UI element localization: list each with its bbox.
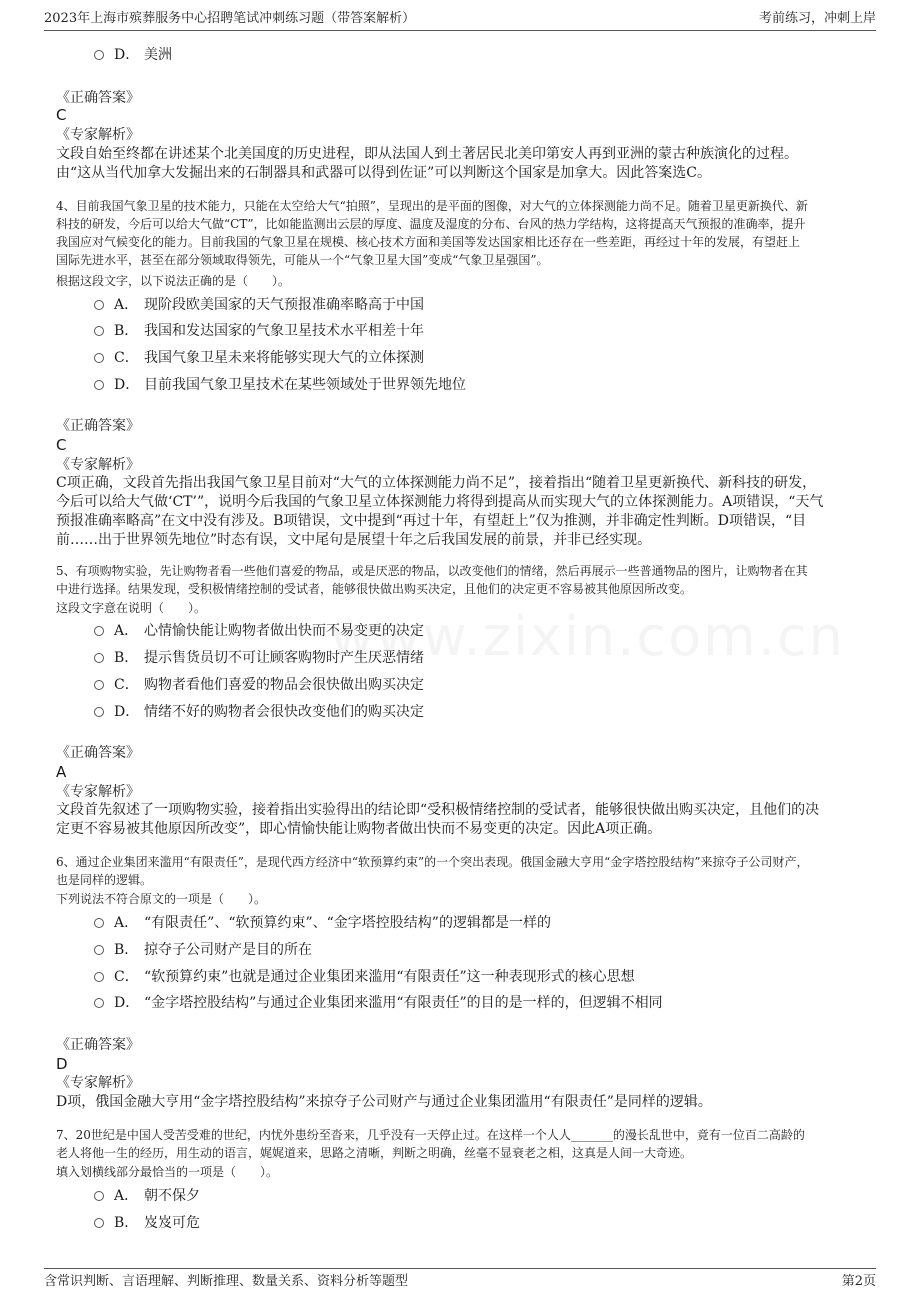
page-header [44, 8, 876, 31]
option-b[interactable] [94, 1212, 864, 1234]
stem-line: 7、20世纪是中国人受苦受难的世纪，内忧外患纷至沓来，几乎没有一天停止过。在这样一个人人_______的漫长乱世中，竟有一位百二高龄的 [56, 1128, 805, 1142]
option-d[interactable] [94, 992, 864, 1014]
option-text: 朝不保夕 [144, 1188, 200, 1204]
radio-button[interactable] [94, 326, 104, 336]
stem-line: 5、有项购物实验，先让购物者看一些他们喜爱的物品，或是厌恶的物品，以改变他们的情绪，然后再展示一些普通物品的图片，让购物者在其 [56, 564, 808, 578]
option-letter: C． [114, 677, 139, 693]
option-letter: B． [114, 942, 139, 958]
answer-value: C [56, 436, 67, 454]
option-d[interactable] [94, 701, 864, 723]
option-b[interactable] [94, 647, 864, 669]
radio-button[interactable] [94, 626, 104, 636]
document-title: 2023年上海市殡葬服务中心招聘笔试冲刺练习题（带答案解析） [44, 11, 416, 26]
answer-value: A [56, 763, 67, 781]
radio-button[interactable] [94, 353, 104, 363]
radio-button[interactable] [94, 680, 104, 690]
analysis-text [56, 145, 866, 183]
option-letter: B． [114, 1215, 139, 1231]
radio-button[interactable] [94, 918, 104, 928]
option-text: 心情愉快能让购物者做出快而不易变更的决定 [144, 623, 424, 639]
analysis-text [56, 1093, 866, 1112]
answer-value: D [56, 1055, 68, 1073]
question-6-stem [56, 853, 866, 889]
option-letter: A． [114, 297, 139, 313]
answer-label: 《正确答案》 [56, 418, 140, 434]
stem-line: 6、通过企业集团来滥用“有限责任”，是现代西方经济中“软预算约束”的一个突出表现。俄国金融大亨用“金字塔控股结构”来掠夺子公司财产， [56, 855, 809, 869]
analysis-label: 《专家解析》 [56, 127, 140, 143]
option-text: 目前我国气象卫星技术在某些领域处于世界领先地位 [144, 377, 466, 393]
option-a[interactable] [94, 294, 864, 316]
option-text: 掠夺子公司财产是目的所在 [144, 942, 312, 958]
option-b[interactable] [94, 939, 864, 961]
option-b[interactable] [94, 320, 864, 342]
option-text: 提示售货员切不可让顾客购物时产生厌恶情绪 [144, 650, 424, 666]
option-letter: C． [114, 969, 139, 985]
question-5-prompt: 这段文字意在说明（ ）。 [56, 601, 207, 615]
option-letter: D． [114, 704, 140, 720]
question-4-stem [56, 197, 866, 269]
option-a[interactable] [94, 912, 864, 934]
option-text: “软预算约束”也就是通过企业集团来滥用“有限责任”这一种表现形式的核心思想 [144, 969, 635, 985]
question-5-stem [56, 562, 866, 598]
option-letter: A． [114, 1188, 139, 1204]
option-letter: D． [114, 47, 140, 63]
option-letter: B． [114, 650, 139, 666]
option-letter: A． [114, 623, 139, 639]
option-letter: C． [114, 350, 139, 366]
stem-line: 国际先进水平，甚至在部分领域取得领先，可能从一个“气象卫星大国”变成“气象卫星强国”。 [56, 253, 549, 267]
option-c[interactable] [94, 674, 864, 696]
analysis-line: D项，俄国金融大亨用“金字塔控股结构”来掠夺子公司财产与通过企业集团滥用“有限责任”是同样的逻辑。 [56, 1094, 712, 1110]
option-d[interactable] [94, 44, 864, 66]
option-letter: D． [114, 995, 140, 1011]
analysis-line: C项正确，文段首先指出我国气象卫星目前对“大气的立体探测能力尚不足”，接着指出“随着卫星更新换代、新科技的研发， [56, 475, 817, 491]
page-footer [44, 1268, 876, 1291]
option-letter: B． [114, 323, 139, 339]
analysis-line: 定更不容易被其他原因所改变”，即心情愉快能让购物者做出快而不易变更的决定。因此A项正确。 [56, 821, 662, 837]
analysis-text [56, 474, 866, 550]
analysis-line: 文段首先叙述了一项购物实验，接着指出实验得出的结论即“受积极情绪控制的受试者，能够很快做出购买决定，且他们的决 [56, 802, 820, 818]
question-4-prompt: 根据这段文字，以下说法正确的是（ ）。 [56, 274, 291, 288]
stem-line: 我国应对气候变化的能力。目前我国的气象卫星在规模、核心技术方面和美国等发达国家相比还存在一些差距，再经过十年的发展，有望赶上 [56, 235, 801, 249]
option-a[interactable] [94, 1185, 864, 1207]
stem-line: 中进行选择。结果发现，受积极情绪控制的受试者，能够很快做出购买决定，且他们的决定更不容易被其他原因所改变。 [56, 582, 693, 596]
answer-label: 《正确答案》 [56, 1037, 140, 1053]
header-slogan: 考前练习，冲刺上岸 [758, 11, 876, 26]
radio-button[interactable] [94, 50, 104, 60]
option-text: 我国和发达国家的气象卫星技术水平相差十年 [144, 323, 424, 339]
footer-categories: 含常识判断、言语理解、判断推理、数量关系、资料分析等题型 [44, 1274, 409, 1289]
option-c[interactable] [94, 966, 864, 988]
radio-button[interactable] [94, 380, 104, 390]
radio-button[interactable] [94, 1218, 104, 1228]
analysis-label: 《专家解析》 [56, 784, 140, 800]
radio-button[interactable] [94, 945, 104, 955]
stem-line: 也是同样的逻辑。 [56, 873, 153, 887]
option-text: 我国气象卫星未来将能够实现大气的立体探测 [144, 350, 424, 366]
option-text: 购物者看他们喜爱的物品会很快做出购买决定 [144, 677, 424, 693]
radio-button[interactable] [94, 1191, 104, 1201]
answer-value: C [56, 106, 67, 124]
question-7-prompt: 填入划横线部分最恰当的一项是（ ）。 [56, 1165, 279, 1179]
analysis-text [56, 801, 866, 839]
radio-button[interactable] [94, 300, 104, 310]
answer-label: 《正确答案》 [56, 745, 140, 761]
radio-button[interactable] [94, 707, 104, 717]
stem-line: 科技的研发，今后可以给大气做“CT”，比如能监测出云层的厚度、温度及湿度的分布、台风的热力学结构，这将提高天气预报的准确率，提升 [56, 217, 806, 231]
question-6-prompt: 下列说法不符合原文的一项是（ ）。 [56, 892, 267, 906]
analysis-label: 《专家解析》 [56, 457, 140, 473]
analysis-line: 今后可以给大气做‘CT’”，说明今后我国的气象卫星立体探测能力将得到提高从而实现大气的立体探测能力。A项错误，“天气 [56, 494, 824, 510]
option-text: “金字塔控股结构”与通过企业集团来滥用“有限责任”的目的是一样的，但逻辑不相同 [144, 995, 663, 1011]
analysis-line: 前……出于世界领先地位”时态有误，文中尾句是展望十年之后我国发展的前景，并非已经实现。 [56, 532, 652, 548]
page-number: 第2页 [841, 1274, 876, 1289]
option-text: 岌岌可危 [144, 1215, 200, 1231]
stem-line: 老人将他一生的经历，用生动的语言，娓娓道来，思路之清晰，判断之明确，丝毫不显衰老之相，这真是人间一大奇迹。 [56, 1146, 693, 1160]
question-7-stem [56, 1126, 866, 1162]
option-text: 现阶段欧美国家的天气预报准确率略高于中国 [144, 297, 424, 313]
option-text: 美洲 [144, 47, 172, 63]
option-c[interactable] [94, 347, 864, 369]
option-d[interactable] [94, 374, 864, 396]
analysis-label: 《专家解析》 [56, 1075, 140, 1091]
answer-label: 《正确答案》 [56, 90, 140, 106]
radio-button[interactable] [94, 998, 104, 1008]
analysis-line: 文段自始至终都在讲述某个北美国度的历史进程，即从法国人到土著居民北美印第安人再到亚洲的蒙古种族演化的过程。 [56, 146, 798, 162]
option-text: “有限责任”、“软预算约束”、“金字塔控股结构”的逻辑都是一样的 [144, 915, 551, 931]
option-a[interactable] [94, 620, 864, 642]
analysis-line: 由“这从当代加拿大发掘出来的石制器具和武器可以得到佐证”可以判断这个国家是加拿大。因此答案选C。 [56, 165, 712, 181]
option-letter: A． [114, 915, 139, 931]
radio-button[interactable] [94, 653, 104, 663]
radio-button[interactable] [94, 972, 104, 982]
option-text: 情绪不好的购物者会很快改变他们的购买决定 [144, 704, 424, 720]
option-letter: D． [114, 377, 140, 393]
stem-line: 4、目前我国气象卫星的技术能力，只能在太空给大气“拍照”，呈现出的是平面的图像，对大气的立体探测能力尚不足。随着卫星更新换代、新 [56, 199, 808, 213]
analysis-line: 预报准确率略高”在文中没有涉及。B项错误，文中提到“再过十年，有望赶上”仅为推测，并非确定性判断。D项错误，“目 [56, 513, 807, 529]
